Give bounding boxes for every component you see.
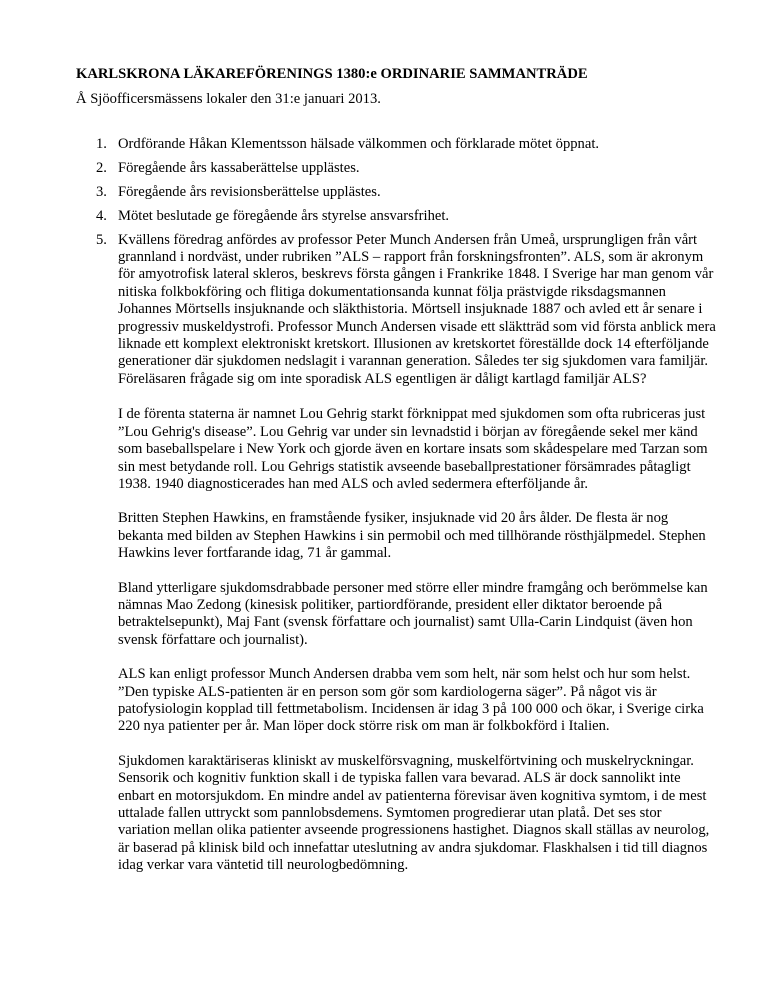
body-paragraph: ALS kan enligt professor Munch Andersen drabba vem som helt, när som helst och hur som helst. ”Den typiske ALS-patienten är en person som gör som kardiologerna säger”. På något vis är patofysiologin kopplad till fettmetabolism. Incidensen är idag 3 på 100 000 och ökar, i Sverige cirka 220 nya patienter per år. Man löper dock större risk om man är folkbokförd i Italien. xyxy=(118,666,704,735)
agenda-item-number: 4. xyxy=(96,207,107,224)
body-paragraph: I de förenta staterna är namnet Lou Gehrig starkt förknippat med sjukdomen som ofta rubriceras just ”Lou Gehrig's disease”. Lou Gehrig var under sin levnadstid i början av föregående sekel mer känd som baseballspelare i New York och gjorde även en kortare insats som skådespelare med Tarzan som sin mest betydande roll. Lou Gehrigs statistik avseende baseballprestationer försämrades påtagligt 1938. 1940 diagnosticerades han med ALS och avled sedermera efterföljande år. xyxy=(118,406,708,492)
document-subtitle: Å Sjöofficersmässens lokaler den 31:e januari 2013. xyxy=(76,91,381,107)
agenda-item-body xyxy=(118,406,716,874)
agenda-item-text: Mötet beslutade ge föregående års styrelse ansvarsfrihet. xyxy=(118,207,450,224)
agenda-item xyxy=(76,136,716,153)
agenda-item-number: 1. xyxy=(96,136,107,152)
agenda-item xyxy=(76,160,716,177)
body-paragraph: Sjukdomen karaktäriseras kliniskt av muskelförsvagning, muskelförtvining och muskelryckningar. Sensorik och kognitiv funktion skall i de typiska fallen vara bevarad. ALS är dock sannolikt inte enbart en motorsjukdom. En mindre andel av patienterna förevisar även kognitiva symtom, i de mest uttalade fallen uttryckt som pannlobsdemens. Symtomen progredierar utan platå. Det ses stor variation mellan olika patienter avseende progressionens hastighet. Diagnos skall ställas av neurolog, är baserad på klinisk bild och innefattar uteslutning av andra sjukdomar. Flaskhalsen i tid till diagnos idag verkar vara väntetid till neurologbedömning. xyxy=(118,752,710,874)
agenda-item-number: 5. xyxy=(96,231,107,248)
agenda-item-number: 2. xyxy=(96,159,107,176)
agenda-item-text: Ordförande Håkan Klementsson hälsade välkommen och förklarade mötet öppnat. xyxy=(118,136,600,152)
agenda-item xyxy=(76,184,716,201)
agenda-item xyxy=(76,232,716,875)
document-title: KARLSKRONA LÄKAREFÖRENINGS 1380:e ORDINARIE SAMMANTRÄDE xyxy=(76,66,588,82)
agenda-item-text: Föregående års revisionsberättelse upplästes. xyxy=(118,183,381,200)
agenda-item xyxy=(76,208,716,225)
agenda-item-number: 3. xyxy=(96,183,107,200)
body-paragraph: Bland ytterligare sjukdomsdrabbade personer med större eller mindre framgång och berömmelse kan nämnas Mao Zedong (kinesisk politiker, partiordförande, president eller diktator beroende på betraktelsepunkt), Maj Fant (svensk författare och journalist) samt Ulla-Carin Lindquist (även hon svensk författare och journalist). xyxy=(118,579,708,648)
body-paragraph: Britten Stephen Hawkins, en framstående fysiker, insjuknade vid 20 års ålder. De flesta är nog bekanta med bilden av Stephen Hawkins i sin permobil och med tillhörande rösthjälpmedel. Stephen Hawkins lever fortfarande idag, 71 år gammal. xyxy=(118,510,706,562)
agenda-item-text: Föregående års kassaberättelse upplästes. xyxy=(118,159,360,176)
agenda-item-text: Kvällens föredrag anfördes av professor Peter Munch Andersen från Umeå, ursprungligen från vårt grannland i nordväst, under rubriken ”ALS – rapport från forskningsfronten”. ALS, som är akronym för amyotrofisk lateral skleros, beskrevs första gången i Frankrike 1848. I Sverige har man genom vår nitiska folkbokföring och flitiga dokumentationsanda kunnat följa prästvigde riksdagsmannen Johannes Mörtsells insjuknande och släkthistoria. Mörtsell insjuknade 1887 och avled ett år senare i progressiv muskeldystrofi. Professor Munch Andersen visade ett släktträd som vid första anblick mera liknade ett komplext elektroniskt kretskort. Illusionen av kretskortet föreställde dock 14 efterföljande generationer där sjukdomen nedslagit i varannan generation. Således ter sig sjukdomen vara familjär. Föreläsaren frågade sig om inte sporadisk ALS egentligen är dåligt kartlagd familjär ALS? xyxy=(118,231,716,387)
agenda-list xyxy=(76,136,716,881)
